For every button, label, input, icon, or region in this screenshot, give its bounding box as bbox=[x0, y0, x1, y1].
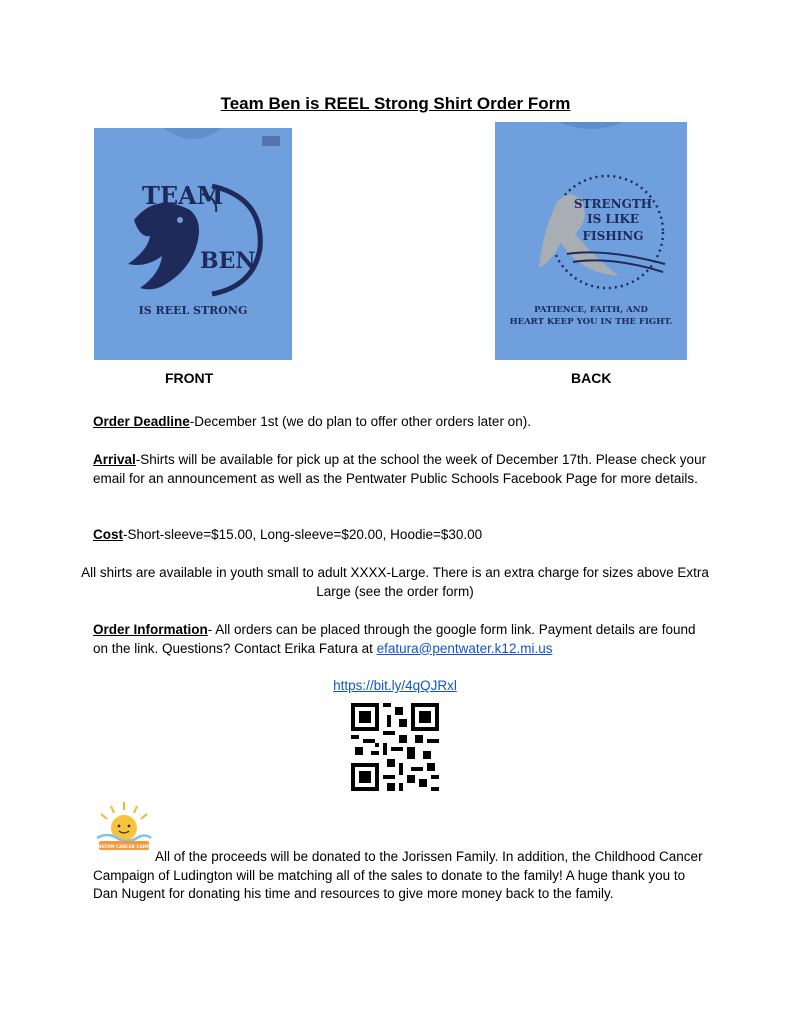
proceeds-paragraph: All of the proceeds will be donated to the Jorissen Family. In addition, the Childhood Cancer Campaign of Ludington will be matching all of the sales to donate to the family! A huge thank you to Dan Nugent for donating his time and resources to give more money back to the family. bbox=[93, 849, 703, 901]
front-print-top: TEAM bbox=[142, 181, 224, 210]
sizes-paragraph: All shirts are available in youth small to adult XXXX-Large. There is an extra charge for sizes above Extra Large (see the order form) bbox=[81, 565, 709, 599]
form-link-line bbox=[80, 677, 710, 696]
qr-code[interactable] bbox=[351, 703, 439, 791]
back-caption: BACK bbox=[571, 370, 612, 386]
cost-text: -Short-sleeve=$15.00, Long-sleeve=$20.00, Hoodie=$30.00 bbox=[123, 527, 483, 542]
front-caption: FRONT bbox=[165, 370, 214, 386]
cost-label: Cost bbox=[93, 527, 123, 542]
google-form-link[interactable]: https://bit.ly/4qQJRxl bbox=[333, 678, 457, 693]
contact-email-link[interactable]: efatura@pentwater.k12.mi.us bbox=[376, 640, 553, 656]
page-title: Team Ben is REEL Strong Shirt Order Form bbox=[220, 94, 571, 113]
order-info-label: Order Information bbox=[93, 622, 208, 637]
back-print-line3: FISHING bbox=[582, 229, 644, 243]
order-info-text: - All orders can be placed through the google form link. Payment details are found on the link. Questions? Contact Erika Fatura at bbox=[93, 622, 696, 656]
order-info-paragraph bbox=[93, 621, 713, 658]
arrival-text: -Shirts will be available for pick up at the school the week of December 17th. Please check your email for an announcement as well as the Pentwater Public Schools Facebook Page for more details. bbox=[93, 452, 707, 486]
back-print-line5: HEART KEEP YOU IN THE FIGHT. bbox=[509, 317, 673, 327]
deadline-paragraph bbox=[93, 413, 713, 432]
back-print-line2: IS LIKE bbox=[586, 212, 640, 226]
cost-paragraph bbox=[93, 526, 713, 545]
arrival-label: Arrival bbox=[93, 452, 136, 467]
arrival-paragraph bbox=[93, 451, 713, 488]
deadline-text: -December 1st (we do plan to offer other orders later on). bbox=[189, 414, 531, 429]
front-print-bottom: IS REEL STRONG bbox=[138, 304, 248, 317]
front-print-mid: BEN bbox=[200, 248, 256, 274]
back-shirt-image bbox=[495, 122, 687, 360]
back-print-line4: PATIENCE, FAITH, AND bbox=[534, 305, 648, 315]
logo-text: LUDINGTON CANCER CAMPAIGN bbox=[86, 844, 162, 849]
deadline-label: Order Deadline bbox=[93, 414, 190, 429]
front-shirt-image bbox=[94, 128, 292, 360]
back-print-line1: STRENGTH bbox=[573, 197, 653, 211]
